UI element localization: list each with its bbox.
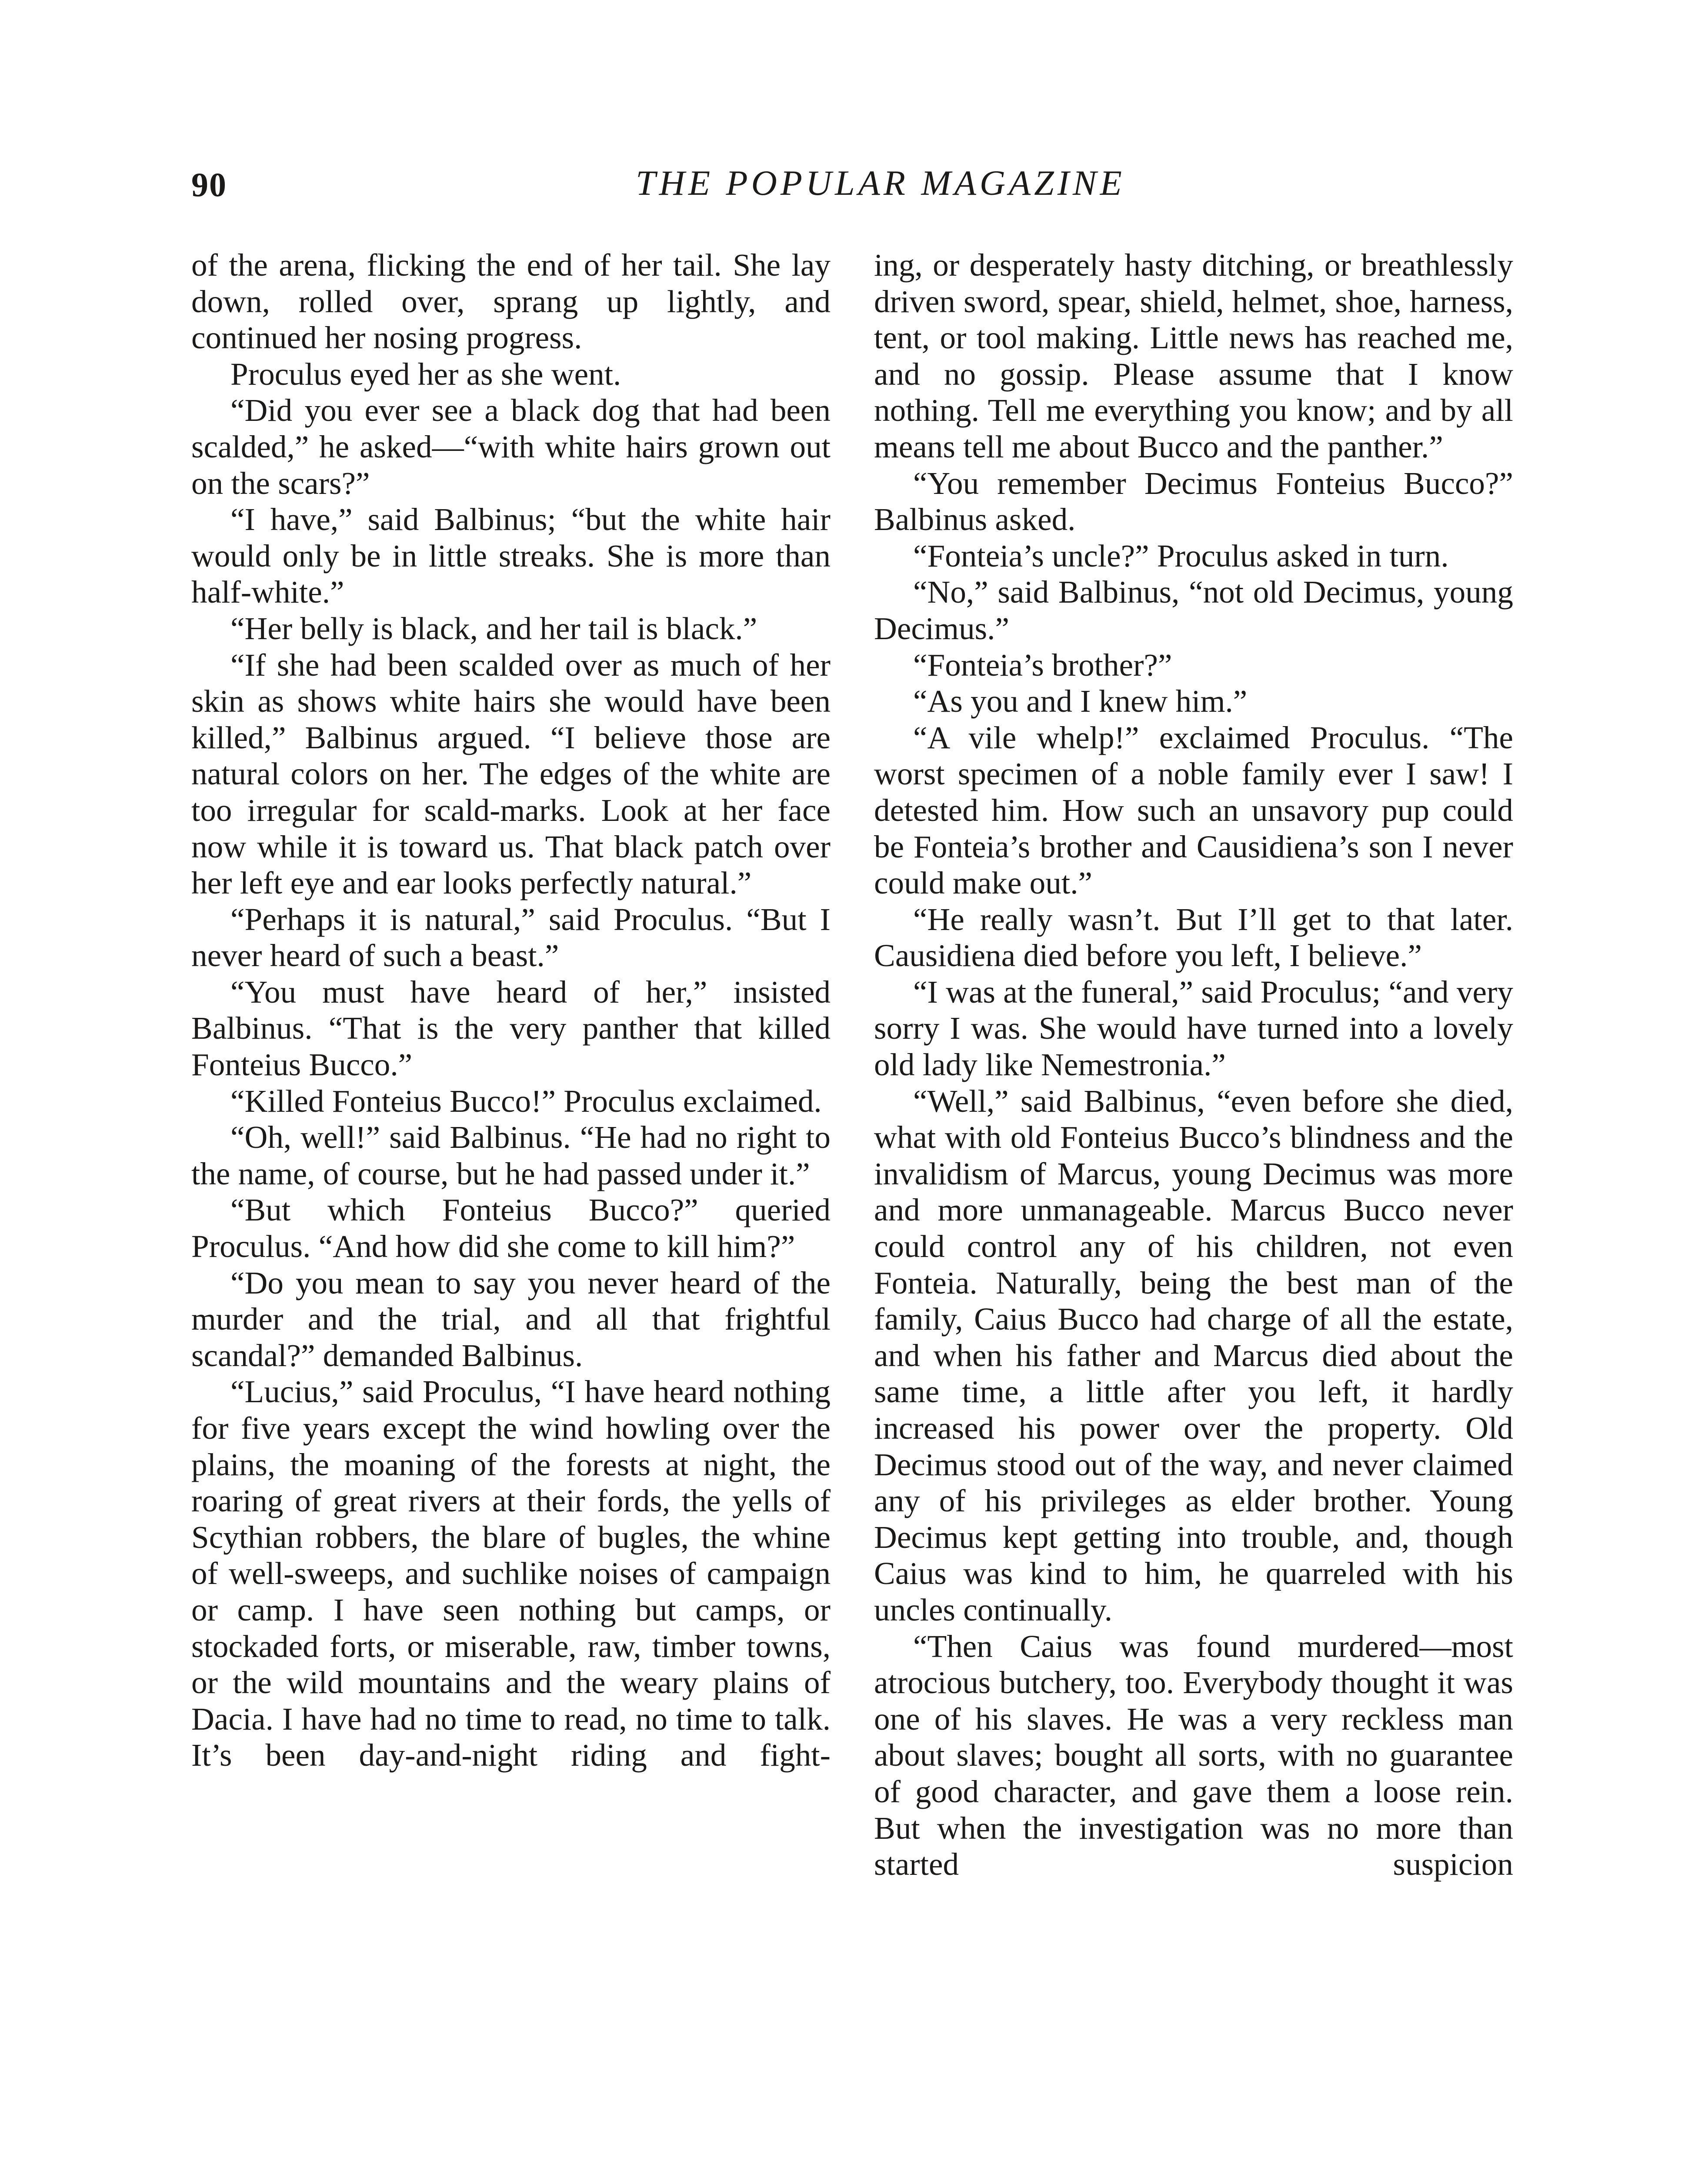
paragraph: “Did you ever see a black dog that had been scalded,” he asked—“with white hairs grown out on the scars?” (191, 393, 831, 501)
paragraph: “Well,” said Balbinus, “even before she died, what with old Fonteius Bucco’s blindness and the invalidism of Marcus, young Decimus was more and more unmanageable. Marcus Bucco never could control any of his children, not even Fonteia. Naturally, being the best man of the family, Caius Bucco had charge of all the estate, and when his father and Marcus died about the same time, a little after you left, it hardly increased his power over the property. Old Decimus stood out of the way, and never claimed any of his privileges as elder brother. Young Decimus kept getting into trouble, and, though Caius was kind to him, he quarreled with his uncles continually. (874, 1083, 1513, 1627)
page-header (191, 165, 1513, 217)
paragraph: “But which Fonteius Bucco?” queried Proculus. “And how did she come to kill him?” (191, 1192, 831, 1264)
paragraph: “No,” said Balbinus, “not old Decimus, young Decimus.” (874, 574, 1513, 646)
running-title: THE POPULAR MAGAZINE (636, 163, 1125, 203)
paragraph: “If she had been scalded over as much of her skin as shows white hairs she would have been killed,” Balbinus argued. “I believe those are natural colors on her. The edges of the white are too irregular for scald-marks. Look at her face now while it is toward us. That black patch over her left eye and ear looks perfectly natural.” (191, 647, 831, 901)
paragraph: “He really wasn’t. But I’ll get to that later. Causidiena died before you left, I believe.” (874, 901, 1513, 974)
paragraph: “Her belly is black, and her tail is black.” (230, 610, 757, 646)
paragraph: “Perhaps it is natural,” said Proculus. “But I never heard of such a beast.” (191, 901, 831, 974)
paragraph: “I have,” said Balbinus; “but the white hair would only be in little streaks. She is more than half-white.” (191, 502, 831, 610)
page-number: 90 (191, 166, 227, 203)
paragraph: ing, or desperately hasty ditching, or breathlessly driven sword, spear, shield, helmet, shoe, harness, tent, or tool making. Little news has reached me, and no gossip. Please assume that I know nothing. Tell me everything you know; and by all means tell me about Bucco and the panther.” (874, 247, 1513, 464)
paragraph: “Then Caius was found murdered—most atrocious butchery, too. Everybody thought it was one of his slaves. He was a very reckless man about slaves; bought all sorts, with no guarantee of good character, and gave them a loose rein. But when the investigation was no more than started suspicion (874, 1628, 1513, 1882)
right-column (874, 247, 1513, 1883)
paragraph: “Fonteia’s brother?” (913, 647, 1172, 683)
paragraph: “Fonteia’s uncle?” Proculus asked in turn. (913, 538, 1449, 574)
paragraph: of the arena, flicking the end of her tail. She lay down, rolled over, sprang up lightly, and continued her nosing progress. (191, 247, 831, 356)
left-column (191, 247, 831, 1774)
paragraph: “A vile whelp!” exclaimed Proculus. “The worst specimen of a noble family ever I saw! I detested him. How such an unsavory pup could be Fonteia’s brother and Causidiena’s son I never could make out.” (874, 720, 1513, 901)
paragraph: “Do you mean to say you never heard of the murder and the trial, and all that frightful scandal?” demanded Balbinus. (191, 1265, 831, 1373)
paragraph: “Killed Fonteius Bucco!” Proculus exclaimed. (230, 1083, 822, 1119)
paragraph: “Lucius,” said Proculus, “I have heard nothing for five years except the wind howling over the plains, the moaning of the forests at night, the roaring of great rivers at their fords, the yells of Scythian robbers, the blare of bugles, the whine of well-sweeps, and suchlike noises of campaign or camp. I have seen nothing but camps, or stockaded forts, or miserable, raw, timber towns, or the wild mountains and the weary plains of Dacia. I have had no time to read, no time to talk. It’s been day-and-night riding and fight- (191, 1374, 831, 1773)
paragraph: “You remember Decimus Fonteius Bucco?” Balbinus asked. (874, 465, 1513, 537)
paragraph: “Oh, well!” said Balbinus. “He had no right to the name, of course, but he had passed under it.” (191, 1120, 831, 1191)
paragraph: “You must have heard of her,” insisted Balbinus. “That is the very panther that killed Fonteius Bucco.” (191, 974, 831, 1083)
paragraph: “As you and I knew him.” (913, 684, 1248, 719)
paragraph: Proculus eyed her as she went. (230, 356, 621, 392)
paragraph: “I was at the funeral,” said Proculus; “and very sorry I was. She would have turned into a lovely old lady like Nemestronia.” (874, 974, 1513, 1083)
